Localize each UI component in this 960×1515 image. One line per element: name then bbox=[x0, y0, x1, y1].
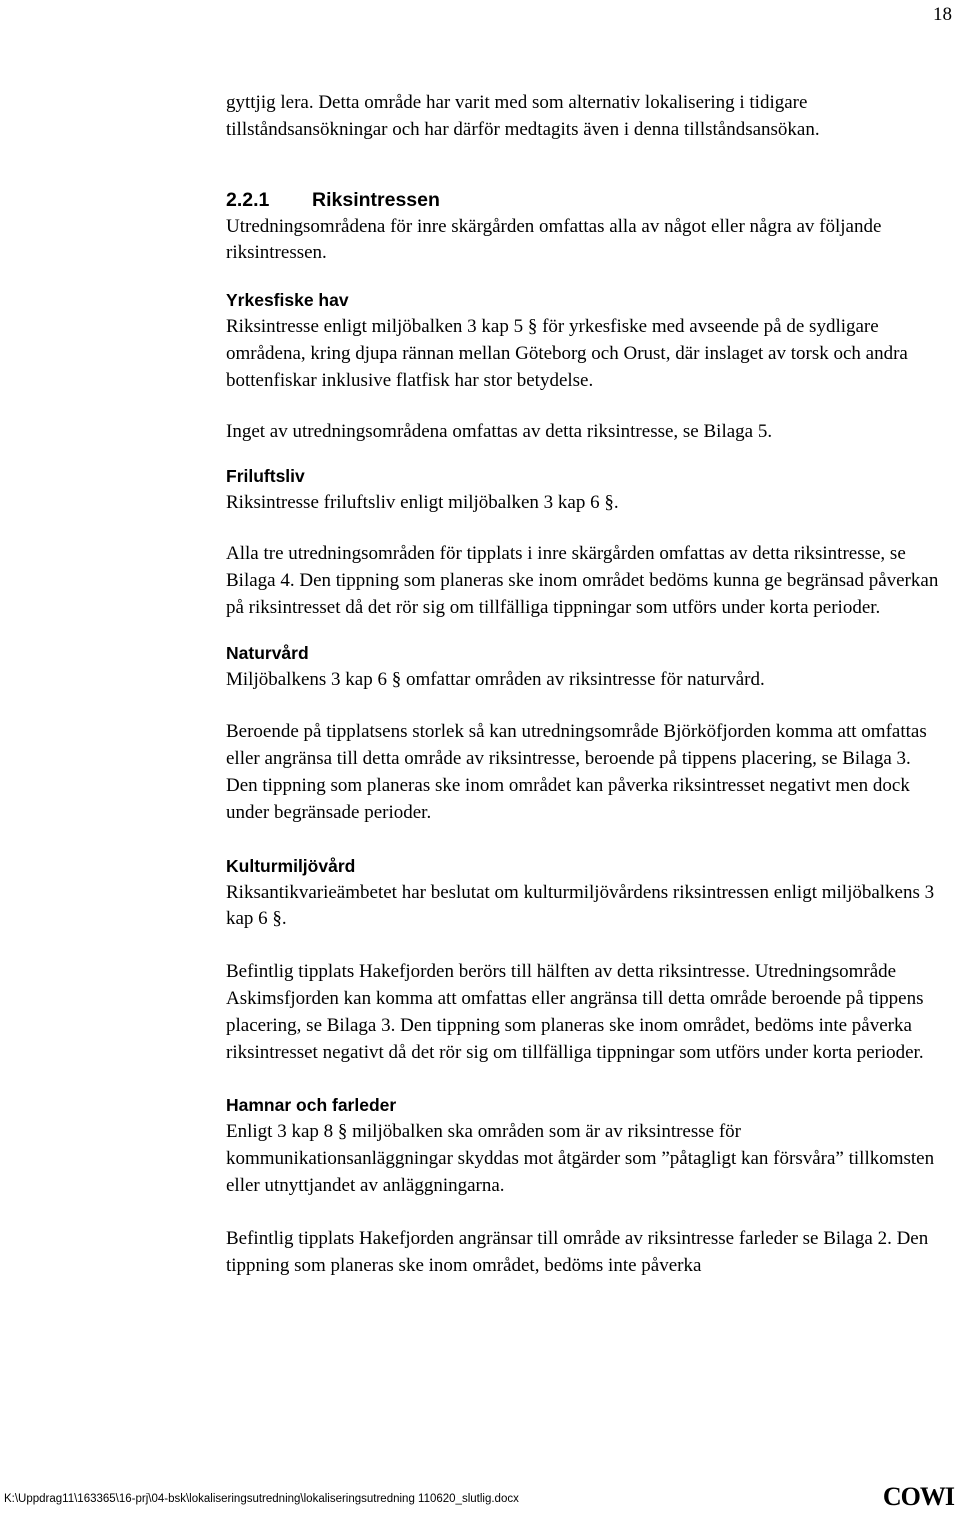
paragraph-naturvard-conclusion: Beroende på tipplatsens storlek så kan utredningsområde Björköfjorden komma att omfattas eller angränsa till detta område av riksintresse, beroende på tippens placering, se Bilaga 3. Den tippning som planeras ske inom området kan påverka riksintresset negativt men dock under begränsade perioder. bbox=[226, 721, 927, 823]
subheading-yrkesfiske: Yrkesfiske hav bbox=[226, 290, 349, 311]
paragraph-kulturmiljovard: Riksantikvarieämbetet har beslutat om kulturmiljövårdens riksintressen enligt miljöbalkens 3 kap 6 §. bbox=[226, 881, 935, 930]
intro-paragraph: gyttjig lera. Detta område har varit med som alternativ lokalisering i tidigare tillståndsansökningar och har därför medtagits även i denna tillståndsansökan. bbox=[226, 92, 820, 140]
subheading-hamnar-och-farleder: Hamnar och farleder bbox=[226, 1095, 397, 1116]
paragraph-hamnar: Enligt 3 kap 8 § miljöbalken ska områden som är av riksintresse för kommunikationsanläggningar skyddas mot åtgärder som ”påtagligt kan försvåra” tillkomsten eller utnyttjandet av anläggningarna. bbox=[226, 1121, 935, 1196]
section-heading bbox=[226, 186, 946, 214]
paragraph-friluftsliv: Riksintresse friluftsliv enligt miljöbalken 3 kap 6 §. bbox=[226, 492, 619, 514]
paragraph-hamnar-conclusion: Befintlig tipplats Hakefjorden angränsar till område av riksintresse farleder se Bilaga 2. Den tippning som planeras ske inom området, bedöms inte påverka bbox=[226, 1227, 929, 1276]
section-number: 2.2.1 bbox=[226, 188, 270, 211]
page-number: 18 bbox=[933, 4, 952, 25]
paragraph-friluftsliv-conclusion: Alla tre utredningsområden för tipplats i inre skärgården omfattas av detta riksintresse, se Bilaga 4. Den tippning som planeras ske inom området bedöms kunna ge begränsad påverkan på riksintresset då det rör sig om tillfälliga tippningar som utförs under korta perioder. bbox=[226, 543, 939, 618]
footer-file-path: K:\Uppdrag11\163365\16-prj\04-bsk\lokaliseringsutredning\lokaliseringsutredning 110620_slutlig.docx bbox=[4, 1493, 519, 1505]
section-title: Riksintressen bbox=[312, 188, 440, 211]
paragraph-yrkesfiske: Riksintresse enligt miljöbalken 3 kap 5 § för yrkesfiske med avseende på de sydligare områdena, kring djupa rännan mellan Göteborg och Orust, där inslaget av torsk och andra bottenfiskar inklusive flatfisk har stor betydelse. bbox=[226, 316, 908, 391]
paragraph-naturvard: Miljöbalkens 3 kap 6 § omfattar områden av riksintresse för naturvård. bbox=[226, 668, 765, 690]
document-body bbox=[226, 90, 946, 1279]
subheading-naturvard: Naturvård bbox=[226, 642, 309, 663]
subheading-kulturmiljovard: Kulturmiljövård bbox=[226, 855, 356, 876]
subheading-friluftsliv: Friluftsliv bbox=[226, 466, 305, 487]
paragraph-yrkesfiske-conclusion: Inget av utredningsområdena omfattas av detta riksintresse, se Bilaga 5. bbox=[226, 420, 773, 442]
section-intro-paragraph: Utredningsområdena för inre skärgården omfattas alla av något eller några av följande riksintressen. bbox=[226, 215, 882, 264]
cowi-logo: COWI bbox=[882, 1482, 954, 1511]
paragraph-kulturmiljovard-conclusion: Befintlig tipplats Hakefjorden berörs till hälften av detta riksintresse. Utredningsområde Askimsfjorden kan komma att omfattas eller angränsa till detta område beroende på tippens placering, se Bilaga 3. Den tippning som planeras ske inom området, bedöms inte påverka riksintresset negativt då det rör sig om tillfälliga tippningar som utförs under korta perioder. bbox=[226, 961, 924, 1063]
